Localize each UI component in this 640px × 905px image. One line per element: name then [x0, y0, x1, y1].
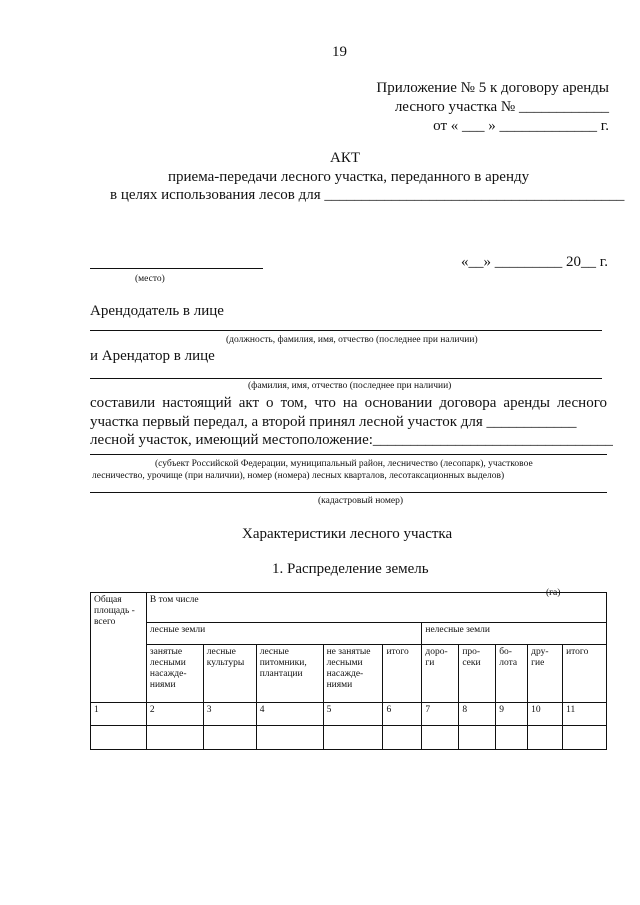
lessor-hint: (должность, фамилия, имя, отчество (последнее при наличии)	[226, 335, 478, 345]
header-nonforest-lands: нелесные земли	[422, 623, 607, 645]
table-empty-row	[91, 726, 607, 750]
header-col-4: лесные питомники, плантации	[256, 645, 323, 703]
empty-cell[interactable]	[528, 726, 563, 750]
location-underline	[90, 454, 607, 455]
col-number: 10	[528, 703, 563, 726]
header-col-7: доро-ги	[422, 645, 459, 703]
header-col-8: про-секи	[459, 645, 496, 703]
cadastral-hint: (кадастровый номер)	[318, 496, 404, 506]
lessor-label: Арендодатель в лице	[90, 303, 224, 319]
place-hint: (место)	[135, 274, 165, 284]
col-number: 8	[459, 703, 496, 726]
header-col-10: дру-гие	[528, 645, 563, 703]
empty-cell[interactable]	[459, 726, 496, 750]
lessee-underline	[90, 378, 602, 379]
act-title: АКТ	[330, 150, 360, 166]
header-forest-lands: лесные земли	[146, 623, 421, 645]
col-number: 5	[323, 703, 383, 726]
land-distribution-table	[90, 592, 607, 750]
empty-cell[interactable]	[563, 726, 607, 750]
table-header-row-2	[91, 623, 607, 645]
header-col-9: бо-лота	[496, 645, 528, 703]
appendix-line-2: лесного участка № ____________	[394, 99, 609, 115]
col-number: 3	[203, 703, 256, 726]
col-number: 9	[496, 703, 528, 726]
col-number: 1	[91, 703, 147, 726]
section-title: Характеристики лесного участка	[242, 526, 453, 542]
subsection-title: 1. Распределение земель	[272, 561, 429, 577]
empty-cell[interactable]	[323, 726, 383, 750]
col-number: 2	[146, 703, 203, 726]
lessee-label: и Арендатор в лице	[90, 348, 215, 364]
empty-cell[interactable]	[91, 726, 147, 750]
lessor-underline	[90, 330, 602, 331]
table-number-row	[91, 703, 607, 726]
table-header-row-1	[91, 593, 607, 623]
empty-cell[interactable]	[422, 726, 459, 750]
lessee-hint: (фамилия, имя, отчество (последнее при наличии)	[248, 381, 452, 391]
header-col-5: не занятые лесными насажде-ниями	[323, 645, 383, 703]
header-col-2: занятые лесными насажде-ниями	[146, 645, 203, 703]
place-underline	[90, 268, 263, 269]
empty-cell[interactable]	[256, 726, 323, 750]
cadastral-underline	[90, 492, 607, 493]
page-number: 19	[332, 44, 347, 60]
act-subtitle-1: приема-передачи лесного участка, переданного в аренду	[168, 169, 530, 185]
col-number: 11	[563, 703, 607, 726]
location-hint-2: лесничество, урочище (при наличии), номер (номера) лесных кварталов, лесотаксационных выделов)	[92, 471, 505, 481]
appendix-line-3: от « ___ » _____________ г.	[433, 118, 609, 134]
empty-cell[interactable]	[203, 726, 256, 750]
header-col-3: лесные культуры	[203, 645, 256, 703]
body-line-1: составили настоящий акт о том, что на основании договора аренды лесного	[90, 395, 607, 411]
table-header-row-3	[91, 645, 607, 703]
col-number: 6	[383, 703, 422, 726]
act-subtitle-2: в целях использования лесов для ________________________________________	[110, 187, 625, 203]
header-col-6: итого	[383, 645, 422, 703]
col-number: 4	[256, 703, 323, 726]
act-date: «__» _________ 20__ г.	[461, 254, 608, 270]
empty-cell[interactable]	[383, 726, 422, 750]
empty-cell[interactable]	[496, 726, 528, 750]
empty-cell[interactable]	[146, 726, 203, 750]
col-number: 7	[422, 703, 459, 726]
body-line-3: лесной участок, имеющий местоположение:________________________________	[90, 432, 613, 448]
appendix-line-1: Приложение № 5 к договору аренды	[376, 80, 609, 96]
location-hint-1: (субъект Российской Федерации, муниципальный район, лесничество (лесопарк), участковое	[155, 459, 533, 469]
header-col-11: итого	[563, 645, 607, 703]
body-line-2: участка первый передал, а второй принял лесной участок для ____________	[90, 414, 577, 430]
header-including: В том числе	[146, 593, 606, 623]
unit-label: (га)	[546, 588, 561, 598]
header-total-area: Общая площадь - всего	[91, 593, 147, 703]
